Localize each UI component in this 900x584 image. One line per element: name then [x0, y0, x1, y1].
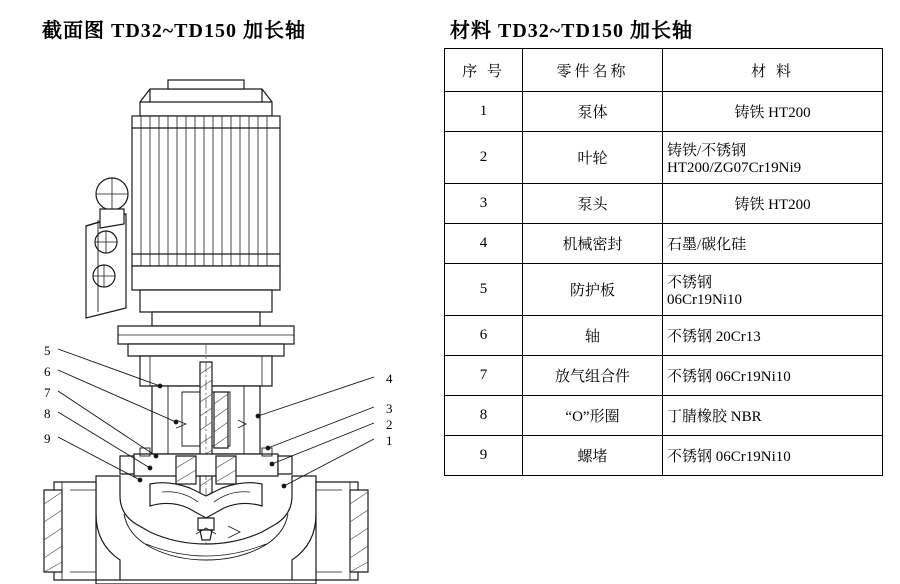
callout-number: 2: [386, 417, 393, 432]
table-row: [445, 184, 883, 224]
callout-number: 8: [44, 406, 51, 421]
cell-part: 泵头: [523, 184, 663, 224]
material-line: 不锈钢: [667, 274, 713, 291]
material-line: 06Cr19Ni10: [667, 291, 742, 308]
material-line: HT200/ZG07Cr19Ni9: [667, 159, 802, 176]
cell-index: 2: [445, 132, 523, 184]
column-header-part: 零件名称: [523, 49, 663, 92]
cell-index: 6: [445, 316, 523, 356]
material-line: 石墨/碳化硅: [667, 237, 747, 253]
cell-index: 1: [445, 92, 523, 132]
callout-number: 9: [44, 431, 51, 446]
table-row: [445, 396, 883, 436]
material-line: 不锈钢 06Cr19Ni10: [667, 369, 791, 385]
material-line: 丁腈橡胶 NBR: [667, 409, 762, 425]
cell-part: 泵体: [523, 92, 663, 132]
sectional-drawing-panel: [0, 0, 430, 584]
pump-section-drawing: [0, 44, 430, 584]
cell-index: 3: [445, 184, 523, 224]
cell-index: 8: [445, 396, 523, 436]
cell-part: 机械密封: [523, 224, 663, 264]
cell-material: [663, 184, 883, 224]
cell-material: [663, 396, 883, 436]
cell-material: [663, 356, 883, 396]
material-line: 铸铁 HT200: [734, 197, 811, 213]
column-header-index: 序 号: [445, 49, 523, 92]
table-header-row: [445, 49, 883, 92]
cell-part: 螺堵: [523, 436, 663, 476]
table-row: [445, 132, 883, 184]
cell-index: 9: [445, 436, 523, 476]
cell-index: 4: [445, 224, 523, 264]
right-panel-title: 材料 TD32~TD150 加长轴: [450, 20, 693, 42]
cell-index: 5: [445, 264, 523, 316]
cell-part: 叶轮: [523, 132, 663, 184]
cell-material: [663, 224, 883, 264]
table-row: [445, 92, 883, 132]
callout-number: 1: [386, 433, 393, 448]
material-line: 不锈钢 06Cr19Ni10: [667, 449, 791, 465]
cell-part: “O”形圈: [523, 396, 663, 436]
table-row: [445, 436, 883, 476]
material-line: 铸铁 HT200: [734, 105, 811, 121]
cell-material: [663, 316, 883, 356]
material-table: [444, 48, 883, 476]
callout-number: 6: [44, 364, 51, 379]
cell-part: 轴: [523, 316, 663, 356]
table-row: [445, 316, 883, 356]
table-row: [445, 264, 883, 316]
table-row: [445, 224, 883, 264]
table-row: [445, 356, 883, 396]
callout-number: 4: [386, 371, 393, 386]
callout-number: 3: [386, 401, 393, 416]
cell-material: [663, 264, 883, 316]
material-line: 铸铁/不锈钢: [667, 142, 747, 159]
cell-part: 防护板: [523, 264, 663, 316]
left-panel-title: 截面图 TD32~TD150 加长轴: [42, 20, 306, 42]
callout-number: 5: [44, 343, 51, 358]
cell-index: 7: [445, 356, 523, 396]
column-header-material: 材 料: [663, 49, 883, 92]
cell-material: [663, 436, 883, 476]
cell-part: 放气组合件: [523, 356, 663, 396]
callout-number: 7: [44, 385, 51, 400]
cell-material: [663, 92, 883, 132]
material-line: 不锈钢 20Cr13: [667, 329, 761, 345]
cell-material: [663, 132, 883, 184]
material-table-panel: [440, 0, 900, 584]
